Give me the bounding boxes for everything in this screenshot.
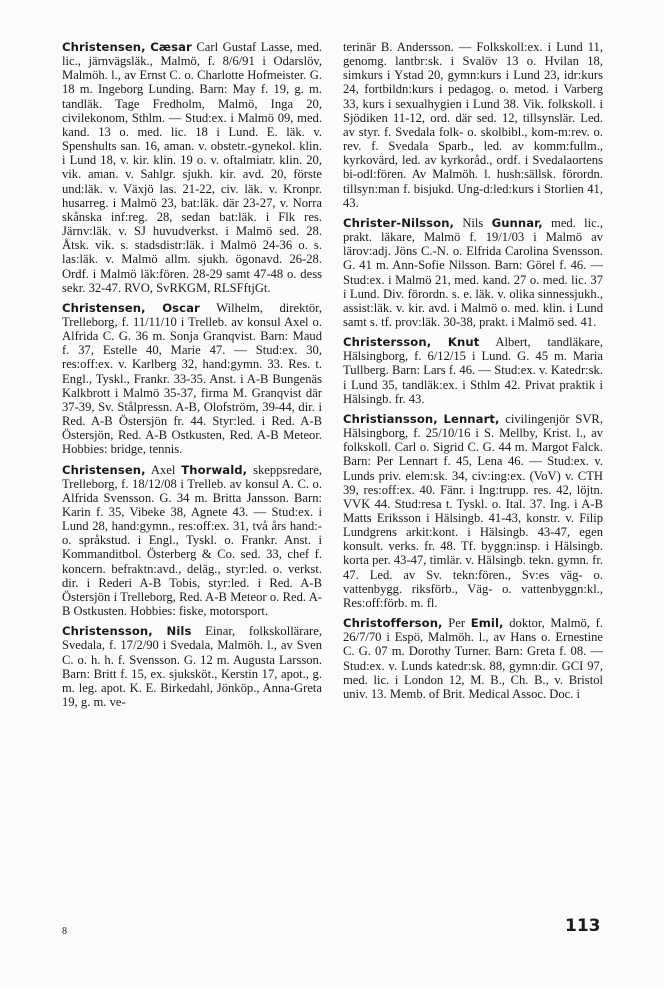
entry-body: civilingenjör SVR, Hälsingborg, f. 25/10/16 i S. Mellby, Krist. l., av folkskoll. Carl o. Sigrid C. G. 44 m. Margot Falck. Barn: Per Lennart f. 45, Lena 46. — Stud:ex. v. Lunds priv. elem:sk. 34, civ:ing:ex. (VoV) v. CTH 39, res:off:ex. 40. Fänr. i Ing:trupp. res. 42, löjtn. VVK 44. Stud:resa t. Tyskl. o. Ital. 37. Ing. i A-B Matts Eriksson i Hälsingb. 41-43, konstr. v. Filip Lundgrens arkit:kont. i Hälsingb. 43-47, egen konsult. verks. fr. 48. Tf. byggn:insp. i Hälsingb. korta per. 43-47, timlär. v. Hälsingb. tekn. gymn. fr. 47. Led. av Sv. tekn:fören., Sv:es väg- o. vattenbygg. riksförb., Väg- o. vattenbyggn:kl., Res:off:förb. m. fl. <box>343 411 603 610</box>
entry-surname: Christiansson, <box>343 411 438 426</box>
entry-surname: Christofferson, <box>343 616 443 631</box>
entry-body: terinär B. Andersson. — Folkskoll:ex. i Lund 11, genomg. lantbr:sk. i Svalöv 13 o. Hvilan 18, simkurs i Ystad 20, gymn:kurs i Lund 23, idr:kurs 24, fortbildn:kurs i pedagog. o. metod. i Varberg 33, kurs i sexualhygien i Lund 38. Vik. folkskoll. i Sjödiken 11-12, ord. där sed. 12, tillsynslär. Led. av styr. f. Svedala folk- o. skolbibl., kom-m:rev. o. rev. f. Svedala Sparb., led. av komm:fullm., kyrkovärd, led. av kyrkoråd., ordf. i Svedalaortens bi-odl:fören. Av Malmöh. l. hush:sällsk. förordn. tillsyn:man f. bisjukd. Ung-d:led:kurs i Storlien 41, 43. <box>343 40 603 210</box>
entry-body: Wilhelm, direktör, Trelleborg, f. 11/11/10 i Trelleb. av konsul Axel o. Alfrida C. G. 36 m. Sonja Granqvist. Barn: Maud f. 37, Estelle 40, Marie 47. — Stud:ex. 30, res:off:ex. v. Karlberg 32, hand:gymn. 33. Res. t. Engl., Tyskl., Frankr. 33-35. Anst. i A-B Bungenäs Kalkbrott i Malmö 35-37, firma M. Granqvist där 37-39, Sv. Stålpressn. A-B, Olofström, 39-44, dir. i Red. A-B Östersjön fr. 44. Styr:led. i Red. A-B Östersjön, Red. A-B Ostkusten, Red. A-B Meteor. Hobbies: bridge, tennis. <box>62 300 322 457</box>
column-right <box>343 40 603 707</box>
column-left <box>62 40 322 715</box>
entry-given-name: Knut <box>447 335 480 350</box>
entry <box>343 216 603 329</box>
entry-body: Einar, folkskollärare, Svedala, f. 17/2/90 i Svedala, Malmöh. l., av Sven C. o. h. h. f. Svensson. G. 12 m. Augusta Larsson. Barn: Britt f. 15, ex. sjuksköt., Kerstin 17, apot., g. m. leg. apot. K. E. Birkedahl, Jönköp., Anna-Greta 19, g. m. ve- <box>62 624 322 710</box>
entry-first-name: Per <box>448 616 466 631</box>
entry <box>62 624 322 709</box>
entry-surname: Christer-Nilsson, <box>343 215 455 230</box>
entry-surname: Christensen, <box>62 462 146 477</box>
entry-given-name: Thorwald, <box>181 462 248 477</box>
entry-given-name: Lennart, <box>443 411 500 426</box>
entry-given-name: Oscar <box>162 300 200 315</box>
entry <box>343 616 603 701</box>
entry-body: Carl Gustaf Lasse, med. lic., järnvägsläk., Malmö, f. 8/6/91 i Odarslöv, Malmöh. l., av Ernst C. o. Charlotte Hofmeister. G. 18 m. Ingeborg Lunding. Barn: May f. 19, g. m. tandläk. Tage Fredholm, Malmö, Inga 20, civilekonom, Sthlm. — Stud:ex. i Malmö 09, med. kand. 13 o. med. lic. 18 i Lund. E. läk. v. Spenshults san. 16, aman. v. obstetr.-gynekol. klin. i Lund 18, v. kir. klin. 19 o. v. oftalmiatr. klin. 20, vik. aman. v. Sahlgr. sjukh. kir. avd. 20, förste und:läk. v. Växjö las. 21-22, civ. läk. v. Kronpr. husarreg. i Malmö 23, bat:läk. där 23-27, v. Norra skånska inf:reg. 28, sedan bat:läk. i Flk res. Järnv:läk. v. SJ huvudverkst. i Malmö sed. 28. Åtsk. vik. s. stadsdistr:läk. i Malmö 24-36 o. s. las:läk. v. Malmö allm. sjukh. ögonavd. 26-28. Ordf. i Malmö läk:fören. 28-29 samt 47-48 o. dess sekr. 32-47. RVO, SvRKGM, RLSFftjGt. <box>62 40 323 295</box>
entry <box>343 335 603 406</box>
entry-first-name: Axel <box>150 462 176 477</box>
entry-continuation <box>343 40 603 210</box>
entry <box>62 40 322 295</box>
entry <box>62 301 322 457</box>
entry <box>343 412 603 610</box>
signature-mark: 8 <box>62 926 67 937</box>
entry <box>62 463 322 619</box>
entry-given-name: Gunnar, <box>491 215 543 230</box>
entry-surname: Christensen, <box>62 300 146 315</box>
entry-surname: Christersson, <box>343 335 432 350</box>
entry-first-name: Nils <box>462 215 484 230</box>
entry-given-name: Emil, <box>470 616 504 631</box>
page-number: 113 <box>565 916 601 936</box>
entry-body: doktor, Malmö, f. 26/7/70 i Espö, Malmöh. l., av Hans o. Ernestine C. G. 07 m. Dorothy Turner. Barn: Greta f. 08. — Stud:ex. v. Lunds katedr:sk. 88, gymn:dir. GCI 97, med. lic. i London 12, M. B., Ch. B., v. Bristol univ. 13. Memb. of Brit. Medical Assoc. Doc. i <box>343 616 603 701</box>
entry-given-name: Cæsar <box>150 40 192 54</box>
entry-body: skeppsredare, Trelleborg, f. 18/12/08 i Trelleb. av konsul A. C. o. Alfrida Svensson. G. 34 m. Britta Jansson. Barn: Karin f. 35, Vibeke 38, Agnete 43. — Stud:ex. i Lund 28, hand:gymn., res:off:ex. 31, två års hand:- o. språkstud. i Engl., Tyskl. o. Frankr. Anst. i Kommanditbol. Österberg & Co. sed. 33, chef f. koncern. befraktn:avd., deläg., styr:led. o. verkst. dir. i Rederi A-B Tobis, styr:led. i Red. A-B Östersjön i Trelleborg, Red. A-B Meteor o. Red. A-B Ostkusten. Hobbies: fiske, motorsport. <box>62 462 322 619</box>
entry-body: med. lic., prakt. läkare, Malmö f. 19/1/03 i Malmö av lärov:adj. Jöns C.-N. o. Elfrida Carolina Svensson. G. 41 m. Ann-Sofie Nilsson. Barn: Görel f. 46. — Stud:ex. i Malmö 21, med. kand. 27 o. med. lic. 37 i Lund. Div. förordn. s. e. läk. v. olika sinnessjukh., assist:läk. v. kir. avd. i Malmö o. med. klin. i Lund samt s. tf. prov:läk. 30-38, prakt. i Malmö sed. 41. <box>343 215 604 329</box>
entry-given-name: Nils <box>166 624 192 639</box>
entry-surname: Christensson, <box>62 624 153 639</box>
entry-surname: Christensen, <box>62 40 146 54</box>
entry-body: Albert, tandläkare, Hälsingborg, f. 6/12/15 i Lund. G. 45 m. Maria Tullberg. Barn: Lars f. 46. — Stud:ex. v. Katedr:sk. i Lund 35, tandläk:ex. i Sthlm 42. Privat praktik i Hälsingb. fr. 43. <box>343 335 603 406</box>
